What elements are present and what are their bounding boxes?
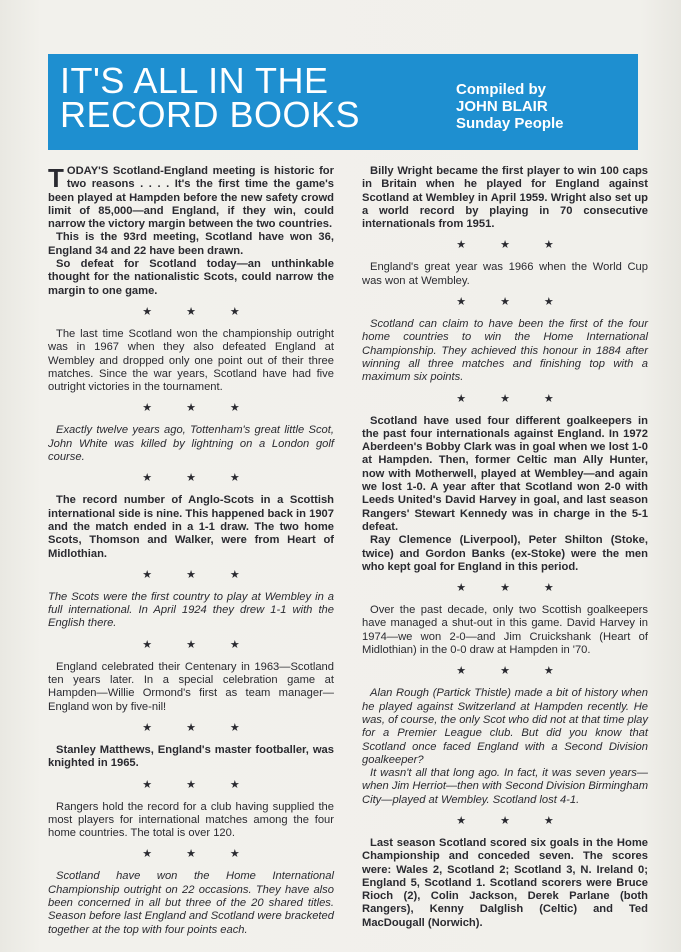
star-divider: ★★★: [142, 568, 274, 581]
anglo-scots-paragraph: The record number of Anglo-Scots in a Scottish international side is nine. This happened back in 1907 and the match ended in a 1-1 draw. The two home Scots, Thomson and Walker, were from Heart of Midlothian.: [48, 494, 334, 560]
intro-text: ODAY'S Scotland-England meeting is historic for two reasons . . . . It's the first time the game's been played at Hampden before the new safety crowd limit of 85,000—and England, if they win, could narrow the victory margin between the two countries.: [48, 165, 334, 231]
shutout-paragraph: Over the past decade, only two Scottish goalkeepers have managed a shut-out in this game. David Harvey in 1974—we won 2-0—and Jim Cruickshank (Heart of Midlothian) in the 0-0 draw at Hampden in '70.: [362, 604, 648, 657]
last-season-paragraph: Last season Scotland scored six goals in the Home Championship and conceded seven. The scores were: Wales 2, Scotland 2; Scotland 3, N. Ireland 0; England 5, Scotland 1. Scotland scorers were Bruce Rioch (2), Colin Jackson, Derek Parlane (both Rangers), Kenny Dalglish (Celtic) and Ted MacDougall (Norwich).: [362, 836, 648, 929]
jim-herriot-paragraph: It wasn't all that long ago. In fact, it was seven years—when Jim Herriot—then with Second Division Birmingham City—played at Wembley. Scotland lost 4-1.: [362, 767, 649, 806]
john-white-paragraph: Exactly twelve years ago, Tottenham's great little Scot, John White was killed by lightning on a London golf course.: [48, 424, 334, 464]
star-divider: ★★★: [456, 296, 588, 309]
alan-rough-paragraph: Alan Rough (Partick Thistle) made a bit of history when he played against Switzerland at Hampden recently. He was, of course, the only Scot who did not at that time play for a Premier League club. But did you know that Scotland once faced England with a Second Division goalkeeper?: [362, 687, 648, 766]
byline: [456, 81, 564, 132]
intro-paragraph: [48, 165, 334, 231]
last-championship-paragraph: The last time Scotland won the championship outright was in 1967 when they also defeated England at Wembley and dropped only one point out of their three matches. Since the war years, Scotland have had five outright victories in the tournament.: [48, 327, 334, 394]
byline-author: JOHN BLAIR: [456, 98, 548, 115]
matthews-paragraph: Stanley Matthews, England's master footballer, was knighted in 1965.: [48, 743, 334, 770]
defeat-paragraph: So defeat for Scotland today—an unthinkable thought for the nationalistic Scots, could narrow the margin to one game.: [48, 258, 334, 297]
centenary-paragraph: England celebrated their Centenary in 1963—Scotland ten years later. In a special celebration game at Hampden—Willie Ormond's first as team manager—England won by five-nil!: [48, 660, 334, 713]
star-divider: ★★★: [456, 582, 588, 595]
star-divider: ★★★: [456, 239, 588, 252]
right-column: [362, 165, 648, 930]
star-divider: ★★★: [456, 392, 588, 405]
star-divider: ★★★: [142, 402, 274, 415]
title-line-2: RECORD BOOKS: [60, 94, 361, 135]
home-international-paragraph: Scotland have won the Home International Championship outright on 22 occasions. They have also been concerned in all but three of the 20 shared titles. Season before last England and Scotland were bracketed together at the top with four points each.: [48, 870, 334, 936]
star-divider: ★★★: [142, 472, 274, 485]
drop-cap: T: [48, 163, 64, 193]
title-banner: [48, 54, 638, 150]
goalkeepers-paragraph: Scotland have used four different goalkeepers in the past four internationals against England. In 1972 Aberdeen's Bobby Clark was in goal when we lost 1-0 at Hampden. Then, former Celtic man Ally Hunter, now with Motherwell, played at Wembley—and again we lost 1-0. A year after that Scotland won 2-0 with Leeds United's David Harvey in goal, and last season Rangers' Stewart Kennedy was in charge in the 5-1 defeat.: [362, 414, 648, 533]
star-divider: ★★★: [456, 665, 588, 678]
first-winners-paragraph: Scotland can claim to have been the first of the four home countries to win the Home International Championship. They achieved this honour in 1884 after winning all three matches and finishing top with a maximum six points.: [362, 318, 648, 384]
star-divider: ★★★: [142, 848, 274, 861]
england-keepers-paragraph: Ray Clemence (Liverpool), Peter Shilton (Stoke, twice) and Gordon Banks (ex-Stoke) were the men who kept goal for England in this period.: [362, 534, 648, 573]
title-line-1: IT'S ALL IN THE: [60, 60, 329, 101]
star-divider: ★★★: [142, 638, 274, 651]
page-title: [60, 60, 361, 135]
star-divider: ★★★: [456, 814, 588, 827]
great-year-paragraph: England's great year was 1966 when the World Cup was won at Wembley.: [362, 261, 648, 287]
left-column: [48, 165, 334, 937]
meeting-record-paragraph: This is the 93rd meeting, Scotland have won 36, England 34 and 22 have been drawn.: [48, 231, 334, 257]
byline-publication: Sunday People: [456, 115, 564, 132]
byline-compiled: Compiled by: [456, 81, 547, 98]
star-divider: ★★★: [142, 721, 274, 734]
star-divider: ★★★: [142, 778, 274, 791]
rangers-paragraph: Rangers hold the record for a club having supplied the most players for international matches among the four home countries. The total is over 120.: [48, 800, 334, 840]
billy-wright-paragraph: Billy Wright became the first player to win 100 caps in Britain when he played for England against Scotland at Wembley in April 1959. Wright also set up a world record by playing in 70 consecutive internationals from 1951.: [362, 165, 648, 231]
wembley-first-paragraph: The Scots were the first country to play at Wembley in a full international. In April 1924 they drew 1-1 with the English there.: [48, 590, 334, 630]
star-divider: ★★★: [142, 305, 274, 318]
